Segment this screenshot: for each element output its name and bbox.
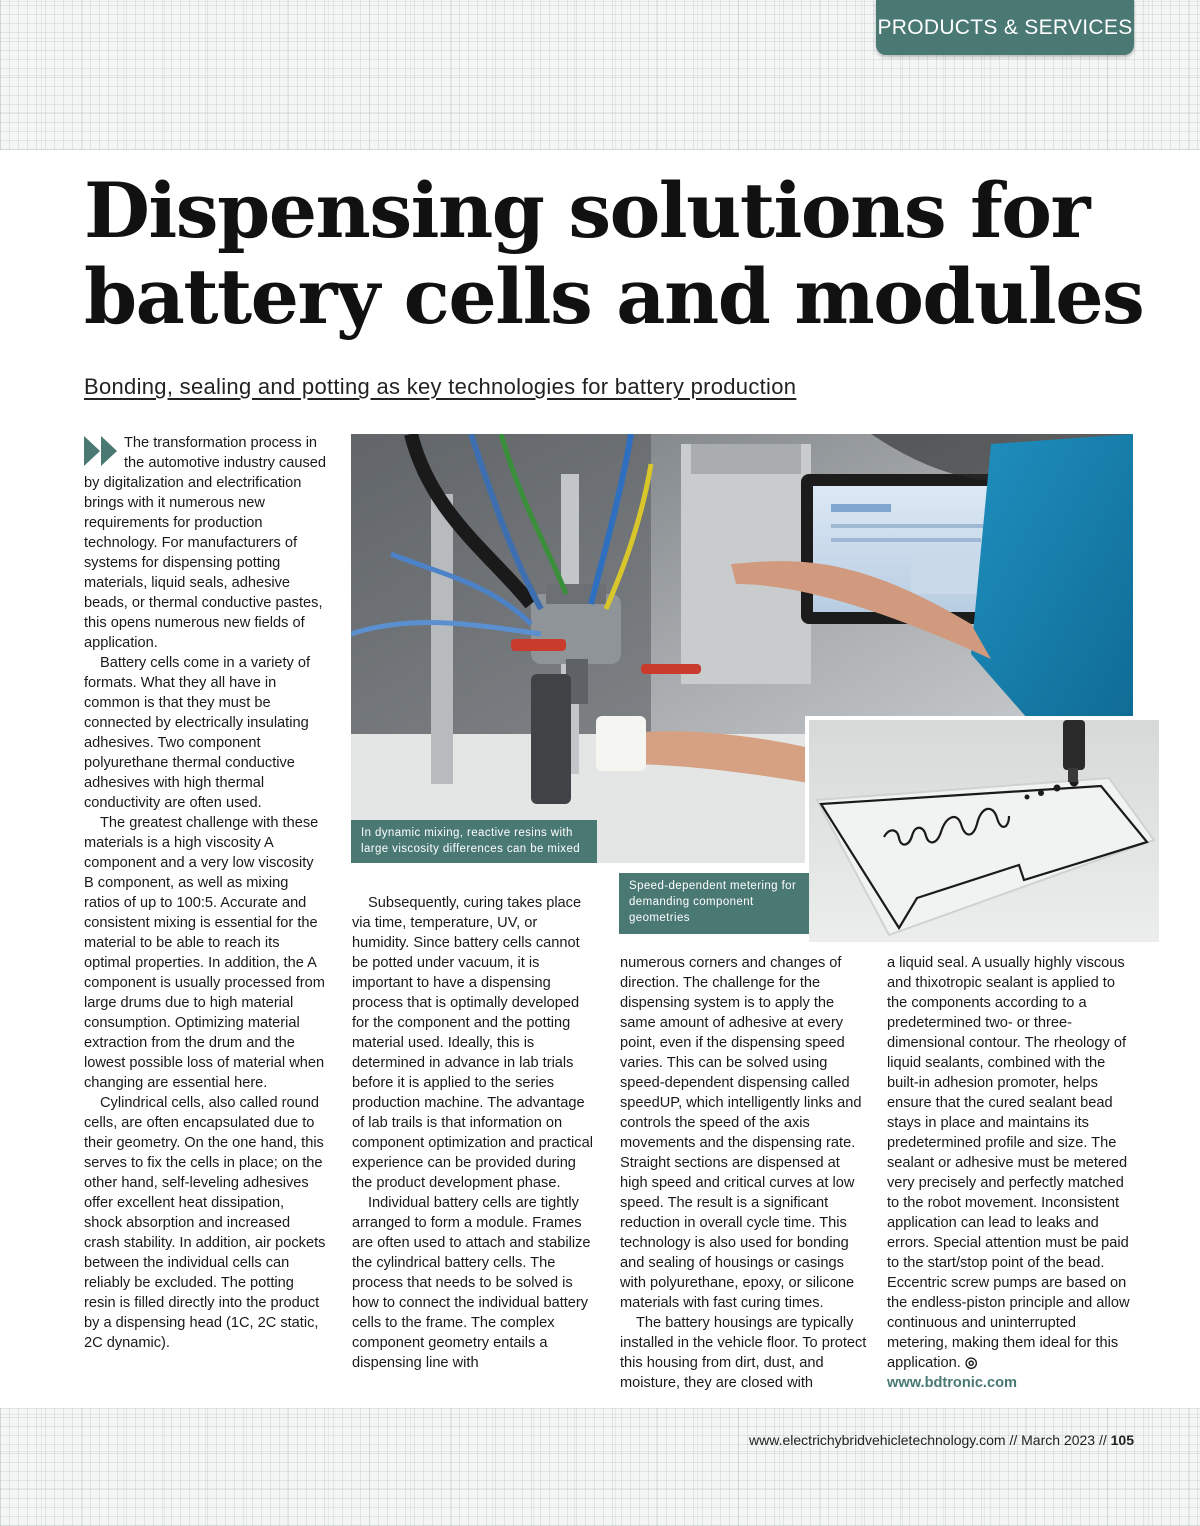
sealant-bead-photo (805, 716, 1159, 942)
article-column-1 (84, 433, 326, 1353)
paragraph: The greatest challenge with these materials is a high viscosity A component and a very low viscosity B component, as well as mixing ratios of up to 100:5. Accurate and consistent mixing is essential for the material to be able to reach its optimal properties. In addition, the A component is usually processed from large drums due to high material consumption. Optimizing material extraction from the drum and the lowest possible loss of material when changing are essential here. (84, 815, 325, 1091)
article-standfirst: Bonding, sealing and potting as key technologies for battery production (84, 374, 797, 399)
photo-caption-2: Speed-dependent metering for demanding component geometries (619, 873, 809, 934)
headline-line-1: Dispensing solutions for (84, 166, 1090, 255)
double-arrow-icon (84, 433, 120, 469)
paragraph: The battery housings are typically installed in the vehicle floor. To protect this housing from dirt, dust, and moisture, they are closed with (620, 1315, 867, 1391)
end-mark-icon: ◎ (964, 1355, 978, 1371)
page-number: 105 (1110, 1432, 1134, 1448)
footer-separator: // (1005, 1432, 1022, 1448)
paragraph: Cylindrical cells, also called round cells, are often encapsulated due to their geometry. On the one hand, this serves to fix the cells in place; on the other hand, self-leveling adhesives offer excellent heat dissipation, shock absorption and increased crash stability. In addition, air pockets between the individual cells can reliably be excluded. The potting resin is filled directly into the product by a dispensing head (1C, 2C static, 2C dynamic). (84, 1095, 326, 1351)
paragraph: Individual battery cells are tightly arranged to form a module. Frames are often used to attach and stabilize the cylindrical battery cells. The process that needs to be solved is how to connect the individual battery cells to the frame. The complex component geometry entails a dispensing line with (352, 1195, 591, 1371)
paragraph: Subsequently, curing takes place via time, temperature, UV, or humidity. Since battery cells cannot be potted under vacuum, it is important to have a dispensing process that is optimally developed for the component and the potting material used. Ideally, this is determined in advance in lab trials before it is applied to the series production machine. The advantage of lab trails is that information on component optimization and practical experience can be provided during the product development phase. (352, 895, 593, 1191)
footer-separator: // (1095, 1432, 1111, 1448)
footer-grid-background (0, 1408, 1200, 1526)
section-label: PRODUCTS & SERVICES (877, 15, 1133, 39)
footer-date: March 2023 (1021, 1432, 1096, 1448)
paragraph: numerous corners and changes of direction. The challenge for the dispensing system is to apply the same amount of adhesive at every point, even if the dispensing speed varies. This can be solved using speed-dependent dispensing called speedUP, which intelligently links and controls the speed of the axis movements and the dispensing rate. Straight sections are dispensed at high speed and critical curves at low speed. The result is a significant reduction in overall cycle time. This technology is also used for bonding and sealing of housings or casings with polyurethane, epoxy, or silicone materials with fast curing times. (620, 955, 862, 1311)
section-tab (876, 0, 1134, 55)
paragraph: The transformation process in the automotive industry caused by digitalization and electrification brings with it numerous new requirements for production technology. For manufacturers of systems for dispensing potting materials, liquid seals, adhesive beads, or thermal conductive pastes, this opens numerous new fields of application. (84, 435, 326, 651)
article-column-2 (352, 893, 598, 1373)
article-column-4 (887, 953, 1137, 1393)
paragraph: a liquid seal. A usually highly viscous and thixotropic sealant is applied to the components according to a predetermined two- or three-dimensional contour. The rheology of liquid sealants, combined with the built-in adhesion promoter, helps ensure that the cured sealant bead stays in place and maintains its predetermined profile and size. The sealant or adhesive must be metered very precisely and perfectly matched to the robot movement. Inconsistent application can lead to leaks and errors. Special attention must be paid to the start/stop point of the bead. Eccentric screw pumps are based on the endless-piston principle and allow continuous and uninterrupted metering, making them ideal for this application. ◎ www.bdtronic.com (887, 955, 1130, 1391)
headline-line-2: battery cells and modules (84, 252, 1144, 341)
article-column-3 (620, 953, 868, 1393)
bdtronic-link[interactable]: www.bdtronic.com (887, 1375, 1017, 1391)
page-footer (749, 1432, 1134, 1448)
article-headline (84, 168, 1164, 340)
photo-caption-1: In dynamic mixing, reactive resins with large viscosity differences can be mixed (351, 820, 597, 863)
paragraph: Battery cells come in a variety of formats. What they all have in common is that they must be connected by electrically insulating adhesives. Two component polyurethane thermal conductive adhesives with high thermal conductivity are often used. (84, 655, 311, 811)
footer-site-url: www.electrichybridvehicletechnology.com (749, 1432, 1006, 1448)
